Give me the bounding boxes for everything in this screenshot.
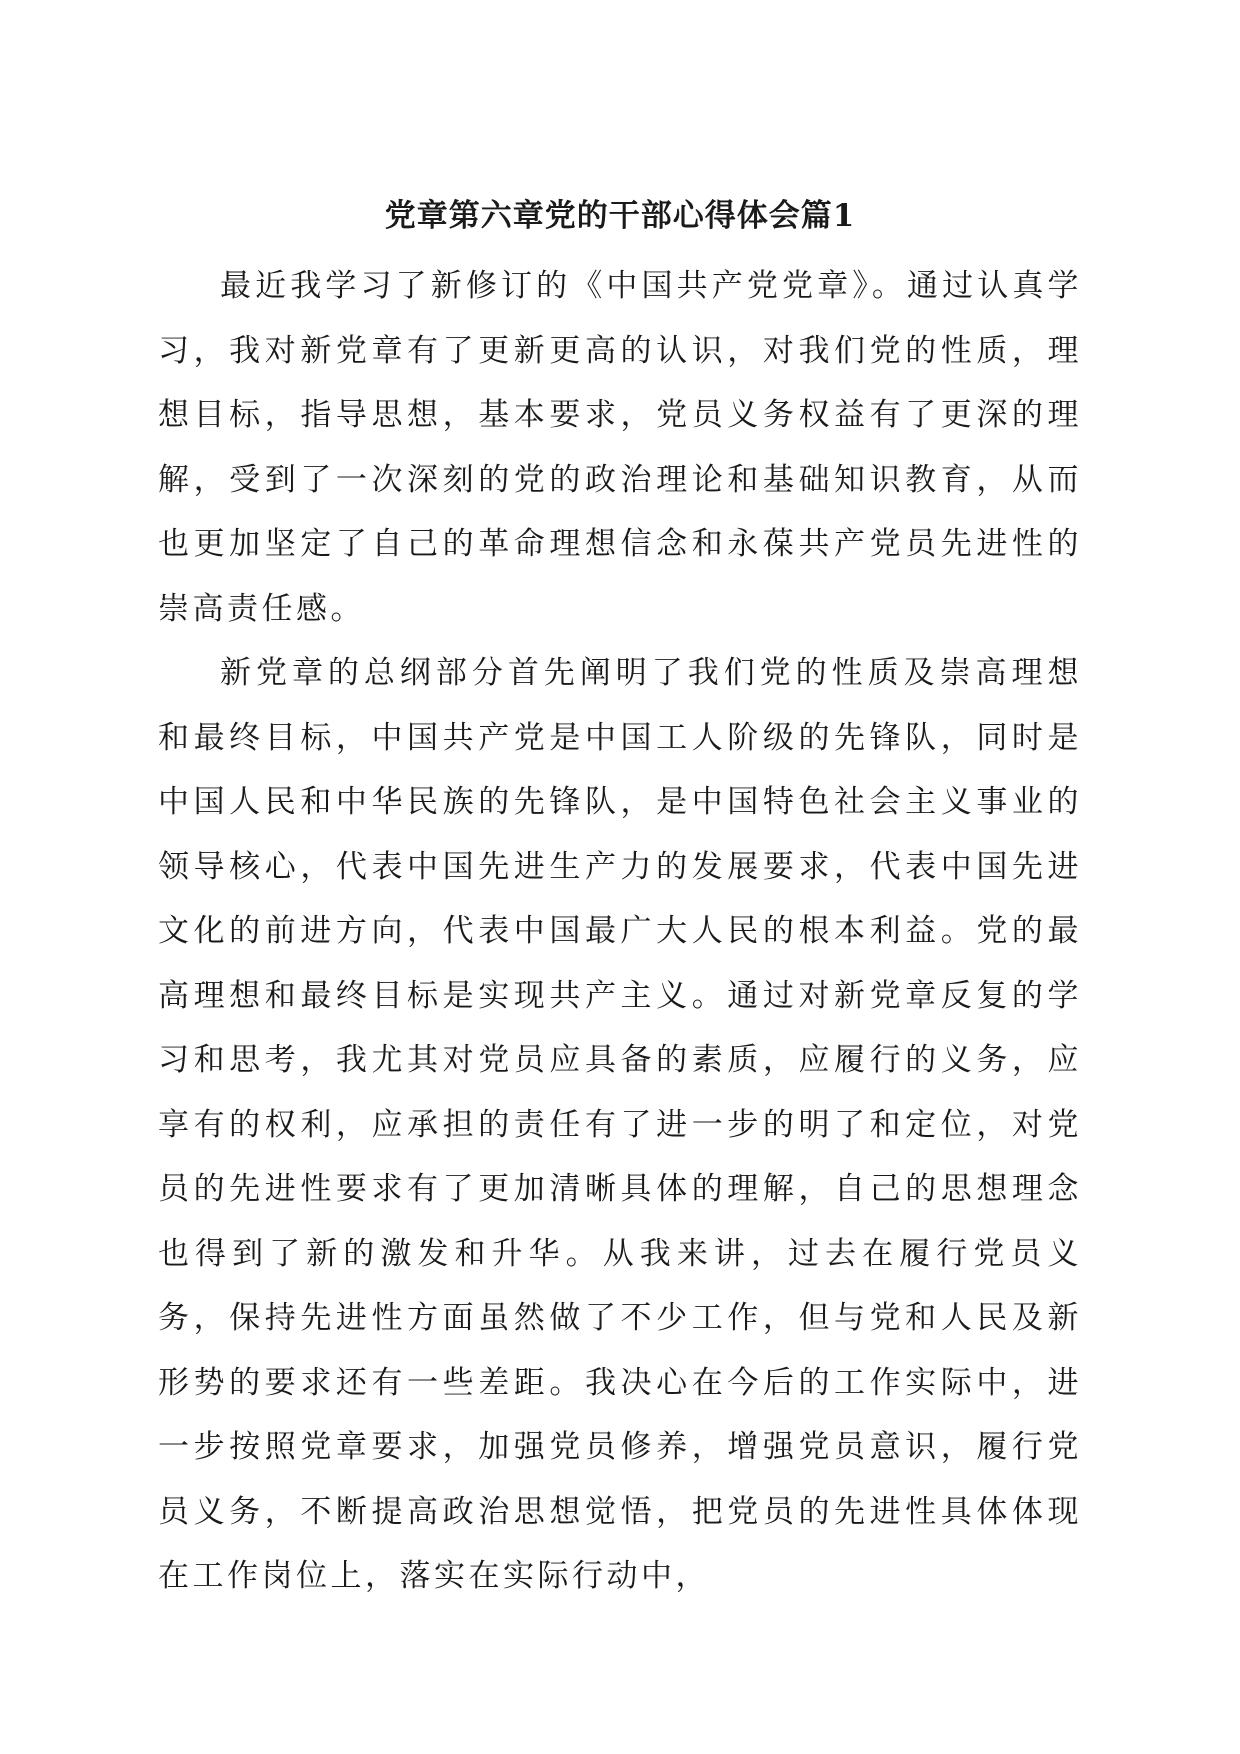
document-title: 党章第六章党的干部心得体会篇1 — [384, 198, 856, 234]
paragraph-1: 最近我学习了新修订的《中国共产党党章》。通过认真学习，我对新党章有了更新更高的认识，对我们党的性质，理想目标，指导思想，基本要求，党员义务权益有了更深的理解，受到了一次深刻的党的政治理论和基础知识教育，从而也更加坚定了自己的革命理想信念和永葆共产党员先进性的崇高责任感。 — [158, 268, 1082, 627]
paragraph-2: 新党章的总纲部分首先阐明了我们党的性质及崇高理想和最终目标，中国共产党是中国工人阶级的先锋队，同时是中国人民和中华民族的先锋队，是中国特色社会主义事业的领导核心，代表中国先进生产力的发展要求，代表中国先进文化的前进方向，代表中国最广大人民的根本利益。党的最高理想和最终目标是实现共产主义。通过对新党章反复的学习和思考，我尤其对党员应具备的素质，应履行的义务，应享有的权利，应承担的责任有了进一步的明了和定位，对党员的先进性要求有了更加清晰具体的理解，自己的思想理念也得到了新的激发和升华。从我来讲，过去在履行党员义务，保持先进性方面虽然做了不少工作，但与党和人民及新形势的要求还有一些差距。我决心在今后的工作实际中，进一步按照党章要求，加强党员修养，增强党员意识，履行党员义务，不断提高政治思想觉悟，把党员的先进性具体体现在工作岗位上，落实在实际行动中， — [158, 655, 1082, 1594]
document-body — [158, 254, 1082, 1609]
